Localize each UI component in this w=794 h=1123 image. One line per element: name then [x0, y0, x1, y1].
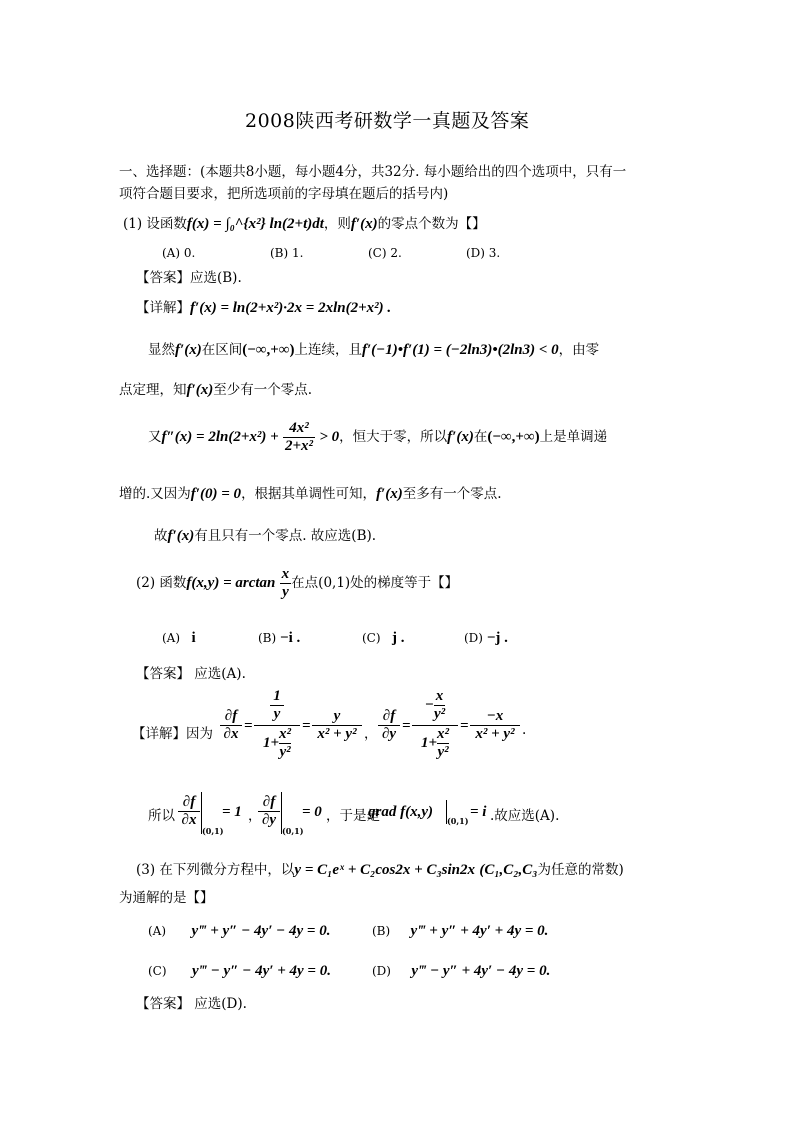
denominator: x² + y² [475, 726, 515, 742]
inner-den: y² [279, 744, 291, 760]
value: −j . [486, 630, 508, 646]
q2-eq1 [312, 708, 362, 743]
one-plus: 1+ [420, 735, 438, 751]
math: f′(−1)•f′(1) = (−2ln3)•(2ln3) < 0 [361, 342, 559, 358]
q2-eq2 [470, 708, 520, 743]
q2-frac1 [254, 688, 300, 761]
q2-so-text: ，于是是 [326, 808, 380, 824]
numerator: ∂f [220, 708, 242, 726]
math: f′(x) [186, 382, 214, 398]
text: 上连续，且 [294, 342, 362, 358]
denominator: ∂y [381, 726, 397, 742]
q3-option-a [148, 920, 330, 940]
one-plus: 1+ [262, 735, 280, 751]
q2-detail-label: 【详解】因为 [132, 726, 213, 742]
inner-den: y² [433, 706, 446, 722]
q1-detail-formula: f′(x) = ln(2+x²)·2x = 2xln(2+x²) . [190, 300, 392, 316]
period: . [522, 722, 527, 738]
numerator: y [312, 708, 362, 726]
q1-function: f(x) = ∫₀^{x²} ln(2+t)dt [186, 216, 324, 232]
fraction [283, 420, 315, 455]
denominator: x² + y² [317, 726, 357, 742]
math: (−∞,+∞) [242, 342, 295, 358]
q2-stem [136, 566, 458, 601]
inner-frac [437, 726, 449, 761]
q1-paragraph-5 [154, 524, 376, 545]
value: −i . [280, 630, 301, 646]
math: y = C₁eˣ + C₂cos2x + C₃sin2x [294, 862, 476, 878]
q2-option-d [464, 630, 508, 647]
math: f′(x) [376, 486, 403, 502]
q1-suffix: 的零点个数为【】 [377, 216, 486, 232]
minus: − [424, 697, 434, 713]
equals: = [460, 718, 469, 734]
value: y‴ − y″ − 4y′ + 4y = 0. [191, 963, 331, 979]
q3-stem-line-2: 为通解的是【】 [119, 890, 214, 906]
q1-paragraph-1 [148, 338, 599, 359]
q1-derivative: f′(x) [350, 216, 378, 232]
denominator: ∂y [261, 812, 277, 828]
inner-frac [434, 688, 445, 723]
label: (B) [258, 631, 277, 645]
numerator: ∂f [378, 708, 400, 726]
numerator: −x [470, 708, 520, 726]
math: > 0 [319, 429, 340, 445]
text: 显然 [148, 342, 175, 358]
text: (3) 在下列微分方程中，以 [136, 862, 295, 878]
q2-frac2 [412, 688, 458, 761]
numerator: x [281, 566, 290, 582]
text: ，由零 [558, 342, 600, 358]
inner-num: x² [437, 726, 450, 742]
value: i [191, 630, 196, 646]
section-intro-line-2: 项符合题目要求，把所选项前的字母填在题后的括号内) [119, 186, 449, 202]
eval-point: (0,1) [282, 826, 304, 836]
separator: ， [364, 726, 378, 742]
comma: ， [248, 808, 262, 824]
eval-point: (0,1) [447, 816, 469, 826]
label: (D) [372, 964, 391, 978]
denominator: 2+x² [284, 438, 314, 454]
label: (D) [464, 631, 483, 645]
q3-option-d [372, 960, 550, 980]
math: f′(x) [447, 429, 474, 445]
q1-stem [123, 212, 486, 233]
value: y‴ + y″ + 4y′ + 4y = 0. [410, 923, 549, 939]
inner-frac [279, 726, 291, 761]
q3-option-b [372, 920, 548, 940]
math: f′(x) [175, 342, 202, 358]
q2-answer: 【答案】 应选(A). [136, 666, 246, 682]
eval-point: (0,1) [202, 826, 224, 836]
q1-option-c: (C) 2. [368, 246, 402, 260]
math: f′(0) = 0 [190, 486, 242, 502]
q2-so-label: 所以 [148, 808, 175, 824]
text: 在区间 [201, 342, 243, 358]
label: (A) [148, 924, 167, 938]
text: 在 [473, 429, 488, 445]
text: 至多有一个零点. [402, 486, 502, 502]
text: 为任意的常数) [537, 862, 624, 878]
q2-so-result: = i [470, 804, 487, 820]
denominator [254, 726, 300, 761]
page-title: 2008陕西考研数学一真题及答案 [245, 110, 530, 132]
math: f″(x) = 2ln(2+x²) + [161, 429, 279, 445]
q2-so-grad: grad f(x,y) [368, 804, 433, 820]
label: (A) [162, 631, 181, 645]
q2-option-a [162, 630, 196, 647]
equals: = [302, 718, 311, 734]
q1-option-a: (A) 0. [162, 246, 196, 260]
denominator: y [282, 584, 289, 600]
numerator [254, 688, 300, 726]
inner-num: 1 [270, 688, 284, 706]
text: 在点(0,1)处的梯度等于【】 [291, 575, 459, 591]
q3-answer: 【答案】 应选(D). [136, 996, 247, 1012]
inner-den: y² [437, 744, 449, 760]
text: 又 [148, 429, 162, 445]
inner-num: x² [279, 726, 292, 742]
text: 至少有一个零点. [213, 382, 313, 398]
q2-option-c [362, 630, 405, 647]
q1-detail-label: 【详解】 [136, 300, 190, 316]
q1-option-b: (B) 1. [270, 246, 304, 260]
math: f′(x) [167, 528, 195, 544]
q1-paragraph-3 [148, 420, 607, 455]
q1-answer: 【答案】应选(B). [136, 270, 242, 286]
numerator: ∂f [258, 794, 280, 812]
math: (−∞,+∞) [487, 429, 540, 445]
text: (2) 函数 [136, 575, 187, 591]
inner-den: y [273, 706, 281, 722]
label: (C) [148, 964, 167, 978]
math: (C₁,C₂,C₃ [479, 862, 538, 878]
q1-mid: ，则 [323, 216, 351, 232]
text: ，恒大于零，所以 [339, 429, 448, 445]
label: (C) [362, 631, 381, 645]
denominator [412, 726, 458, 761]
q2-dfdx [220, 708, 242, 743]
denominator: ∂x [181, 812, 197, 828]
q1-paragraph-2 [119, 378, 312, 399]
q3-option-c [148, 960, 331, 980]
q1-prefix: (1) 设函数 [123, 216, 187, 232]
q2-dfdy [378, 708, 400, 743]
text: 有且只有一个零点. 故应选(B). [194, 528, 377, 544]
q2-option-b [258, 630, 300, 647]
numerator [412, 688, 458, 726]
q2-so-dfdx [178, 794, 200, 829]
text: 故 [154, 528, 168, 544]
q1-detail [136, 296, 391, 317]
q2-so-eval2: = 0 [302, 804, 322, 820]
text: 点定理，知 [119, 382, 187, 398]
q2-so-dfdy [258, 794, 280, 829]
denominator: ∂x [223, 726, 239, 742]
q2-so-eval1: = 1 [222, 804, 242, 820]
value: y‴ − y″ + 4y′ − 4y = 0. [411, 963, 551, 979]
section-intro-line-1: 一、选择题：(本题共8小题，每小题4分，共32分. 每小题给出的四个选项中，只有一 [119, 164, 627, 180]
inner-num: x [435, 688, 444, 704]
q2-so-conclusion: .故应选(A). [490, 808, 560, 824]
text: 增的.又因为 [119, 486, 191, 502]
q3-stem [136, 858, 624, 879]
text: 上是单调递 [539, 429, 608, 445]
value: y‴ + y″ − 4y′ − 4y = 0. [191, 923, 331, 939]
math: f(x,y) = arctan [186, 575, 276, 591]
q1-option-d: (D) 3. [466, 246, 501, 260]
equals: = [244, 718, 253, 734]
fraction [280, 566, 292, 601]
equals: = [402, 718, 411, 734]
label: (B) [372, 924, 391, 938]
numerator: ∂f [178, 794, 200, 812]
numerator: 4x² [283, 420, 315, 438]
text: ，根据其单调性可知， [241, 486, 377, 502]
value: j . [392, 630, 405, 646]
q1-paragraph-4 [119, 482, 502, 503]
